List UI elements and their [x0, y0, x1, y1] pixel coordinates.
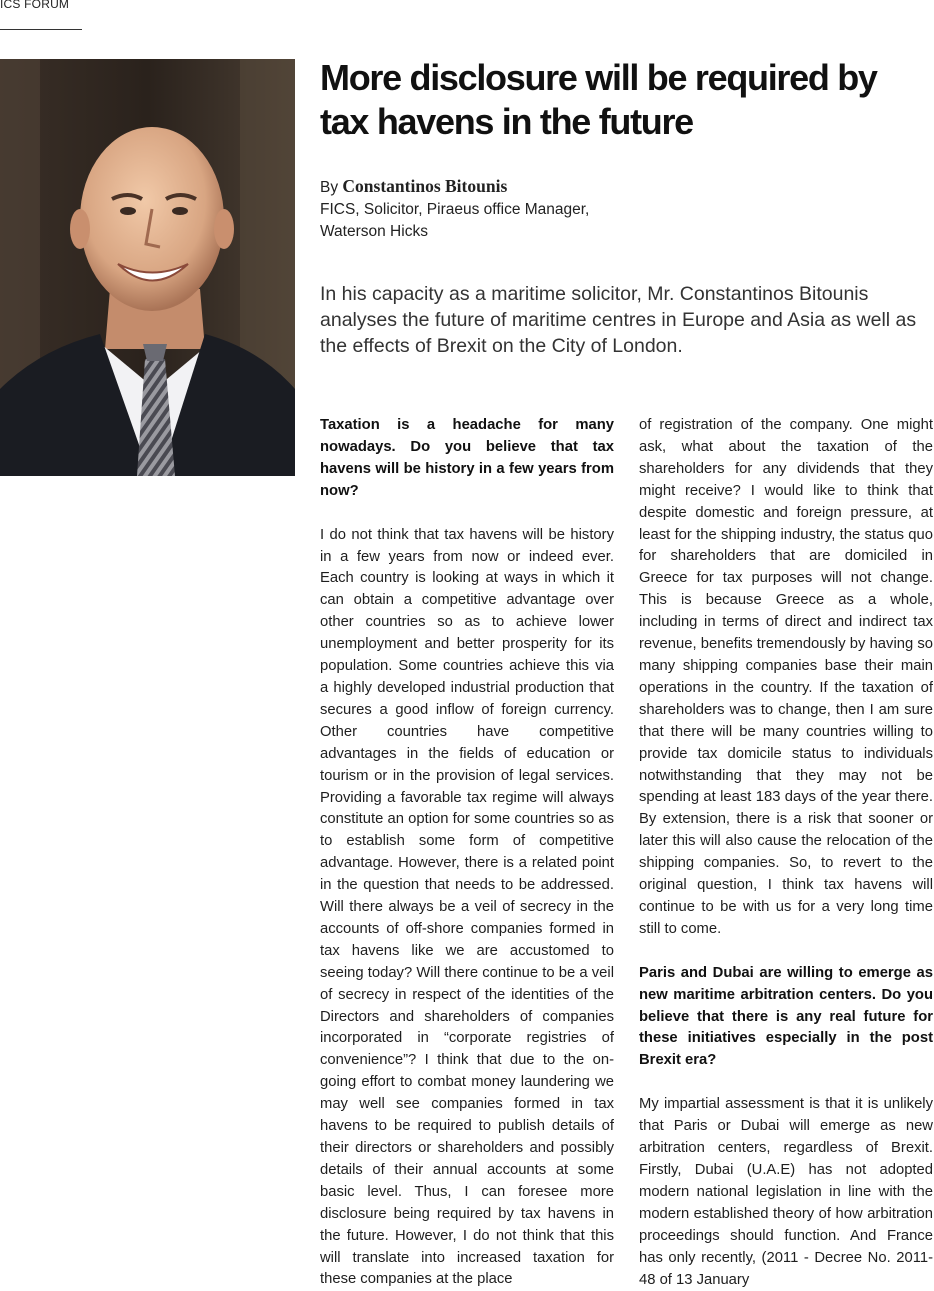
author-name: Constantinos Bitounis	[342, 176, 508, 196]
answer-1-part-2: of registration of the company. One might ask, what about the taxation of the shareholders for any dividends that they might receive? I would like to think that despite domestic and foreign pressure, at least for the shipping industry, the status quo for shareholders that are domiciled in Greece for tax purposes will not change. This is because Greece as a whole, including in terms of direct and indirect tax revenue, benefits tremendously by having so many shipping companies base their main operations in the country. If the taxation of shareholders was to change, then I am sure that there will be many countries willing to provide tax domicile status to individuals notwithstanding that they may not be spending at least 183 days of the year there. By extension, there is a risk that sooner or later this will also cause the relocation of the shipping companies. So, to revert to the original question, I think tax havens will continue to be with us for a very long time still to come.	[639, 417, 933, 937]
byline-prefix: By	[320, 179, 339, 196]
byline	[320, 175, 720, 243]
section-label: ICS FORUM	[0, 0, 70, 11]
article-column-right	[639, 415, 933, 1291]
author-company: Waterson Hicks	[320, 223, 428, 240]
article-title: More disclosure will be required by tax havens in the future	[320, 57, 877, 142]
section-divider	[0, 29, 82, 30]
author-photo	[0, 59, 295, 476]
answer-2: My impartial assessment is that it is unlikely that Paris or Dubai will emerge as new arbitration centers, regardless of Brexit. Firstly, Dubai (U.A.E) has not adopted modern national legislation in line with the modern established theory of how arbitration proceedings should function. And France has only recently, (2011 - Decree No. 2011-48 of 13 January	[639, 1096, 933, 1288]
article-intro: In his capacity as a maritime solicitor, Mr. Constantinos Bitounis analyses the future of maritime centres in Europe and Asia as well as the effects of Brexit on the City of London.	[320, 283, 917, 357]
article-column-left	[320, 415, 614, 1291]
portrait-photo-icon	[0, 59, 295, 476]
answer-1-part-1: I do not think that tax havens will be history in a few years from now or indeed ever. Each country is looking at ways in which it can obtain a competitive advantage over other countries so as to achieve lower unemployment and better prosperity for its population. Some countries achieve this via a highly developed industrial production that secures a good inflow of foreign currency. Other countries have competitive advantages in the fields of education or tourism or in the provision of legal services. Providing a favorable tax regime will always constitute an option for some countries so as to establish some form of competitive advantage. However, there is a related point in the question that needs to be addressed. Will there always be a veil of secrecy in the accounts of off-shore companies formed in tax havens like we are accustomed to seeing today? Will there continue to be a veil of secrecy in respect of the identities of the Directors and shareholders of companies incorporated in “corporate registries of convenience”? I think that due to the on-going effort to combat money laundering we may well see companies formed in tax havens to be required to publish details of their directors or shareholders and possibly details of their annual accounts at some basic level. Thus, I can foresee more disclosure being required by tax havens in the future. However, I do not think that this will translate into increased taxation for these companies at the place	[320, 526, 614, 1288]
question-2: Paris and Dubai are willing to emerge as new maritime arbitration centers. Do you believe that there is any real future for these initiatives especially in the post Brexit era?	[639, 964, 933, 1069]
author-role: FICS, Solicitor, Piraeus office Manager,	[320, 201, 590, 218]
question-1: Taxation is a headache for many nowadays. Do you believe that tax havens will be history in a few years from now?	[320, 417, 614, 499]
